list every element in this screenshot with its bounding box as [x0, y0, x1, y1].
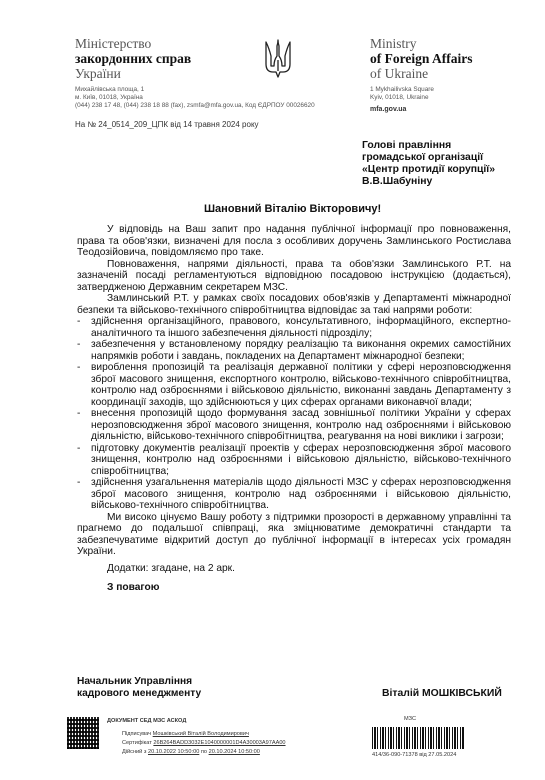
reference-line: На № 24_0514_209_ЦПК від 14 травня 2024 року [75, 120, 259, 129]
list-item: - внесення пропозицій щодо формування засад зовнішньої політики України у сферах нерозповсюдження зброї масового знищення, контролю над озброєннями і військовою діяльністю, військово-технічного співробітництва, реагування на нові виклики і загрози; [77, 408, 511, 443]
cert-label: Сертифікат [122, 740, 152, 746]
list-item: - підготовку документів реалізації проектів у сферах нерозповсюдження зброї масового знищення, контролю над озброєннями і військовою діяльністю, військово-технічного співробітництва; [77, 443, 511, 478]
paragraph-request: У відповідь на Ваш запит про надання публічної інформації про повноваження, права та обов'язки, визначені для посла з особливих доручень Замлинського Ростислава Теодозійовича, повідомляємо про таке. [77, 224, 511, 258]
address-ua-line2: м. Київ, 01018, Україна [75, 94, 143, 101]
list-item: - вироблення пропозицій та реалізація державної політики у сфері нерозповсюдження зброї масового знищення, експортного контролю, військово-технічного співробітництва, контролю над озброєннями і військовою діяльністю, виконанні завдань Департаменту з координації заходів, що здійснюються у цих сферах органами виконавчої влади; [77, 362, 511, 408]
ministry-en-line1: Ministry [370, 36, 417, 51]
valid-from: 20.10.2022 10:50:00 [147, 749, 200, 755]
recipient-line1: Голові правління [362, 140, 452, 151]
signatory-title-line2: кадрового менеджменту [77, 688, 202, 699]
coat-of-arms-icon [263, 38, 293, 78]
signer-name: Мошківський Віталій Володимирович [152, 731, 249, 737]
paragraph-powers: Повноваження, напрями діяльності, права та обов'язки Замлинського Р.Т. на зазначеній посаді регламентуються відповідною посадовою інструкцією (додається), затвердженою Державним секретарем МЗС. [77, 258, 511, 293]
closing-phrase: З повагою [107, 582, 160, 593]
recipient-line2: громадської організації [362, 152, 484, 163]
barcode-icon [372, 727, 464, 749]
cert-value: 26B264BADD3032E1040000001D4A30003A97AA00 [153, 740, 286, 746]
paragraph-duties-intro: Замлинський Р.Т. у рамках своїх посадових обов'язків у Департаменті міжнародної безпеки та військово-технічного співробітництва відповідає за такі напрями роботи: [77, 293, 511, 316]
salutation: Шановний Віталію Вікторовичу! [204, 203, 382, 215]
list-item: - здійснення організаційного, правового, консультативного, інформаційного, експертно-аналітичного та іншого забезпечення діяльності підрозділу; [77, 316, 511, 339]
address-en-line1: 1 Mykhailivska Square [370, 86, 434, 93]
signer-label: Підписувач [122, 731, 152, 737]
valid-label: Дійсний з [122, 749, 147, 755]
ministry-name-ua [75, 36, 191, 81]
attachments-note: Додатки: згадане, на 2 арк. [107, 562, 235, 574]
ministry-ua-line3: України [75, 66, 121, 81]
ministry-name-en [370, 36, 472, 81]
mfa-label: МЗС [404, 716, 417, 722]
address-ua [75, 86, 315, 110]
website-link[interactable]: mfa.gov.ua [370, 106, 407, 113]
signatory-name: Віталій МОШКІВСЬКИЙ [382, 688, 502, 699]
letter-body [77, 224, 511, 594]
duties-list [77, 316, 511, 512]
ministry-ua-line1: Міністерство [75, 36, 152, 51]
certificate-line [122, 740, 286, 747]
signatory-title [77, 676, 201, 700]
doc-system-label: ДОКУМЕНТ СЕД МЗС АСКОД [107, 718, 187, 724]
address-en [370, 86, 434, 102]
registration-number: 414/36-090-71378 від 27.05.2024 [372, 752, 457, 758]
recipient-block [362, 140, 495, 188]
ministry-en-line3: of Ukraine [370, 66, 429, 81]
ministry-ua-line2: закордонних справ [75, 51, 192, 66]
recipient-line3: «Центр протидії корупції» [362, 164, 496, 175]
valid-to: 20.10.2024 10:50:00 [208, 749, 260, 755]
list-item: - здійснення узагальнення матеріалів щодо діяльності МЗС у сферах нерозповсюдження зброї масового знищення, контролю над озброєннями і військовою діяльністю, військово-технічного співробітництва. [77, 477, 511, 512]
paragraph-appreciation: Ми високо цінуємо Вашу роботу з підтримки прозорості в державному управлінні та прагнемо до подальшої співпраці, яка зміцнюватиме демократичні стандарти та забезпечуватиме відкритий доступ до публічної інформації в інтересах усіх громадян України. [77, 511, 511, 557]
validity-line [122, 749, 260, 756]
recipient-line4: В.В.Шабуніну [362, 176, 433, 187]
ministry-en-line2: of Foreign Affairs [370, 51, 473, 66]
address-ua-line3: (044) 238 17 48, (044) 238 18 88 (fax), zsmfa@mfa.gov.ua, Код ЄДРПОУ 00026620 [75, 102, 315, 109]
signatory-title-line1: Начальник Управління [77, 676, 193, 687]
valid-to-label: по [200, 749, 208, 755]
signer-line [122, 731, 249, 738]
list-item: - забезпечення у встановленому порядку реалізацію та виконання окремих самостійних напрямків роботи і завдань, покладених на Департамент міжнародної безпеки; [77, 339, 511, 362]
qr-code-icon [67, 717, 99, 749]
address-ua-line1: Михайлівська площа, 1 [75, 86, 145, 93]
address-en-line2: Kyiv, 01018, Ukraine [370, 94, 429, 101]
